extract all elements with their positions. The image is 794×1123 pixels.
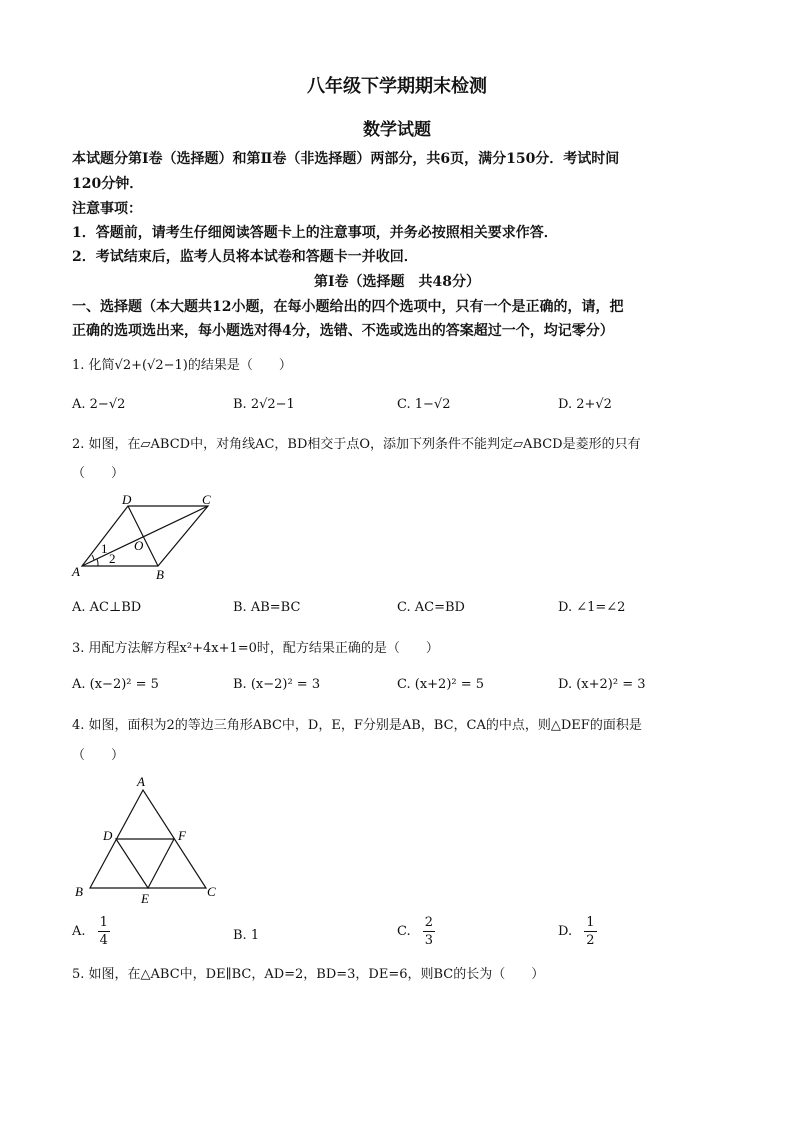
question-2-stem-paren: （ ） <box>72 466 125 481</box>
figure-label-d: D <box>122 492 132 507</box>
question-3-stem: 3. 用配方法解方程x²+4x+1=0时，配方结果正确的是（ ） <box>72 641 439 656</box>
figure-label-a: A <box>72 564 80 579</box>
figure-label-c: C <box>202 492 211 507</box>
question-1-option-b[interactable]: B. 2√2−1 <box>233 397 295 412</box>
figure-label-d: D <box>103 828 113 843</box>
fraction-two-thirds <box>423 916 435 947</box>
question-1-option-c[interactable]: C. 1−√2 <box>397 397 451 412</box>
triangle-def <box>116 839 174 888</box>
question-3-option-a[interactable]: A. (x−2)² = 5 <box>72 677 159 692</box>
exam-subject: 数学试题 <box>363 120 431 140</box>
question-4-stem: 4. 如图，面积为2的等边三角形ABC中，D，E，F分别是AB，BC，CA的中点，则△DEF的面积是 <box>72 718 642 733</box>
option-d-letter: D. <box>558 924 573 939</box>
question-4-option-b[interactable]: B. 1 <box>233 928 260 943</box>
question-4-option-d[interactable] <box>558 916 597 947</box>
option-c-letter: C. <box>397 924 411 939</box>
triangle-figure <box>70 772 230 906</box>
intro-line-1: 本试题分第Ⅰ卷（选择题）和第Ⅱ卷（非选择题）两部分，共6页，满分150分．考试时间 <box>72 151 620 167</box>
figure-label-f: F <box>178 828 186 843</box>
note-1: 1．答题前，请考生仔细阅读答题卡上的注意事项，并务必按照相关要求作答． <box>72 225 558 241</box>
question-5-stem: 5. 如图，在△ABC中，DE∥BC，AD=2，BD=3，DE=6，则BC的长为（ ） <box>72 967 545 982</box>
numerator: 1 <box>586 915 595 930</box>
figure-label-e: E <box>141 891 149 906</box>
question-2-option-c[interactable]: C. AC=BD <box>397 600 465 615</box>
diagonal-ac <box>82 506 208 566</box>
intro-line-2: 120分钟． <box>72 176 144 192</box>
question-4-option-a[interactable] <box>72 916 110 947</box>
angle-1-arc <box>92 555 94 560</box>
section-instructions-2: 正确的选项选出来，每小题选对得4分，选错、不选或选出的答案超过一个，均记零分） <box>72 323 614 339</box>
figure-label-b: B <box>156 567 164 582</box>
question-2-option-d[interactable]: D. ∠1=∠2 <box>558 600 626 615</box>
question-4-stem-paren: （ ） <box>72 748 125 763</box>
question-3-option-b[interactable]: B. (x−2)² = 3 <box>233 677 321 692</box>
angle-2-arc <box>97 559 98 566</box>
part1-heading: 第Ⅰ卷（选择题 共48分） <box>313 274 481 290</box>
question-4-option-c[interactable] <box>397 916 435 947</box>
figure-label-b: B <box>75 884 83 899</box>
figure-label-o: O <box>134 538 144 553</box>
numerator: 1 <box>99 915 108 930</box>
fraction-one-quarter <box>98 916 110 947</box>
question-3-option-c[interactable]: C. (x+2)² = 5 <box>397 677 485 692</box>
diagonal-bd <box>128 506 158 566</box>
option-a-letter: A. <box>72 924 86 939</box>
figure-label-c: C <box>207 884 216 899</box>
figure-label-1: 1 <box>101 541 108 556</box>
question-3-option-d[interactable]: D. (x+2)² = 3 <box>558 677 646 692</box>
section-instructions-1: 一、选择题（本大题共12小题，在每小题给出的四个选项中，只有一个是正确的，请，把 <box>72 299 624 315</box>
figure-label-2: 2 <box>109 551 116 566</box>
question-1-option-a[interactable]: A. 2−√2 <box>72 397 126 412</box>
numerator: 2 <box>424 915 434 930</box>
question-2-option-b[interactable]: B. AB=BC <box>233 600 301 615</box>
question-1-stem: 1. 化简√2+(√2−1)的结果是（ ） <box>72 358 292 373</box>
figure-label-a: A <box>137 774 145 789</box>
question-2-option-a[interactable]: A. AC⊥BD <box>72 600 142 615</box>
parallelogram-figure <box>68 492 228 584</box>
denominator: 3 <box>424 933 434 948</box>
denominator: 4 <box>99 933 108 948</box>
question-1-option-d[interactable]: D. 2+√2 <box>558 397 612 412</box>
question-2-stem: 2. 如图，在▱ABCD中，对角线AC，BD相交于点O，添加下列条件不能判定▱ABCD是菱形的只有 <box>72 437 641 452</box>
note-2: 2．考试结束后，监考人员将本试卷和答题卡一并收回． <box>72 249 418 265</box>
exam-title: 八年级下学期期末检测 <box>307 76 487 97</box>
notes-title: 注意事项： <box>72 201 142 217</box>
fraction-one-half <box>584 916 596 947</box>
denominator: 2 <box>586 933 595 948</box>
